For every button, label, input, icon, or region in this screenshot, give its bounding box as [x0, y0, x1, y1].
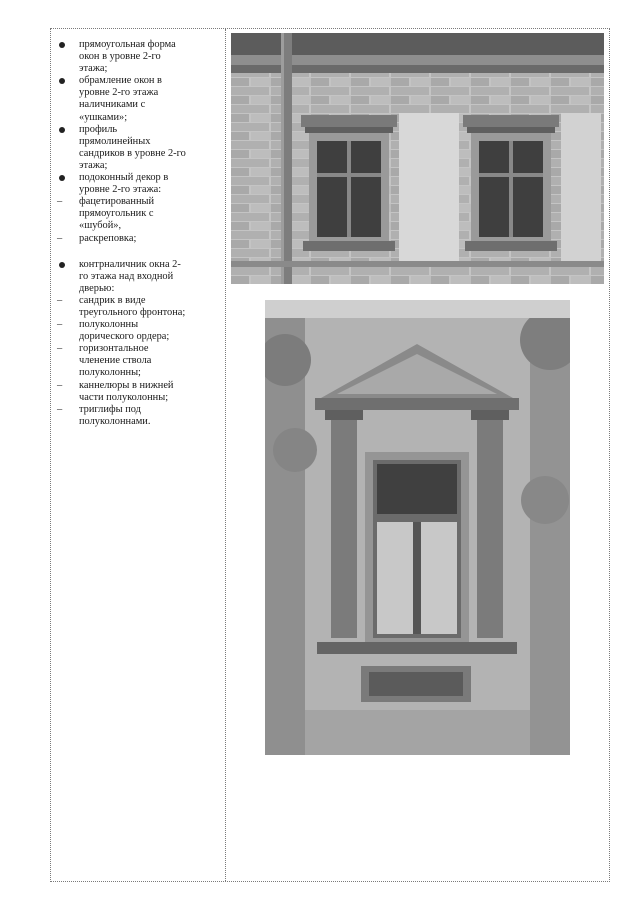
dash-icon: –	[57, 196, 63, 208]
list-subitem	[55, 319, 223, 343]
list-item-text: го этажа над входной	[79, 270, 174, 282]
list-subitem	[55, 196, 223, 232]
dash-icon: –	[57, 319, 63, 331]
bullet-icon	[59, 78, 65, 84]
bullet-icon	[59, 262, 65, 268]
list-item-text: сандриков в уровне 2-го	[79, 147, 186, 159]
list-item-text: обрамление окон в	[79, 75, 162, 87]
list-item	[55, 124, 223, 172]
list-item-text: прямолинейных	[79, 135, 151, 147]
list-subitem	[55, 233, 223, 245]
list-item-text: «шубой»,	[79, 220, 122, 232]
list-item-text: раскреповка;	[79, 232, 137, 244]
list-subitem	[55, 343, 223, 379]
column-divider	[225, 29, 226, 881]
list-item-text: «ушками»;	[79, 111, 128, 123]
list-item-text: уровне 2-го этажа	[79, 87, 159, 99]
dash-icon: –	[57, 379, 63, 391]
pediment-window-photo	[265, 300, 570, 755]
dash-icon: –	[57, 343, 63, 355]
bullet-icon	[59, 127, 65, 133]
list-item-text: прямоугольная форма	[79, 39, 176, 50]
list-item-text: дверью:	[79, 282, 115, 294]
features-list	[55, 39, 223, 428]
list-subitem	[55, 380, 223, 404]
list-item-text: фацетированный	[79, 196, 155, 208]
list-item-text: сандрик в виде	[79, 294, 146, 306]
list-item-text: членение ствола	[79, 355, 152, 367]
list-item-text: дорического ордера;	[79, 331, 170, 343]
list-item-text: этажа;	[79, 159, 108, 171]
list-item	[55, 39, 223, 75]
list-item-text: подоконный декор в	[79, 172, 169, 184]
list-item-text: полуколонны;	[79, 367, 141, 379]
list-item	[55, 75, 223, 123]
list-subitem	[55, 404, 223, 428]
facade-windows-photo	[231, 33, 604, 284]
dash-icon: –	[57, 232, 63, 244]
list-item	[55, 172, 223, 196]
list-item-text: уровне 2-го этажа:	[79, 184, 162, 196]
list-subitem	[55, 295, 223, 319]
list-item-text: профиль	[79, 123, 118, 135]
list-item-text: контрналичник окна 2-	[79, 258, 181, 270]
dash-icon: –	[57, 403, 63, 415]
list-item-text: горизонтальное	[79, 343, 149, 355]
list-item-text: каннелюры в нижней	[79, 379, 174, 391]
list-gap	[55, 245, 223, 259]
list-item-text: треугольного фронтона;	[79, 306, 186, 318]
list-item-text: окон в уровне 2-го	[79, 51, 161, 63]
bullet-icon	[59, 175, 65, 181]
dash-icon: –	[57, 294, 63, 306]
list-item-text: наличниками с	[79, 99, 146, 111]
list-item-text: части полуколонны;	[79, 391, 169, 403]
list-item-text: триглифы под	[79, 403, 141, 415]
list-item-text: полуколонны	[79, 319, 139, 331]
bullet-icon	[59, 42, 65, 48]
list-item-text: этажа;	[79, 63, 108, 75]
list-item-text: прямоугольник с	[79, 208, 154, 220]
list-item-text: полуколоннами.	[79, 415, 151, 427]
list-item	[55, 259, 223, 295]
